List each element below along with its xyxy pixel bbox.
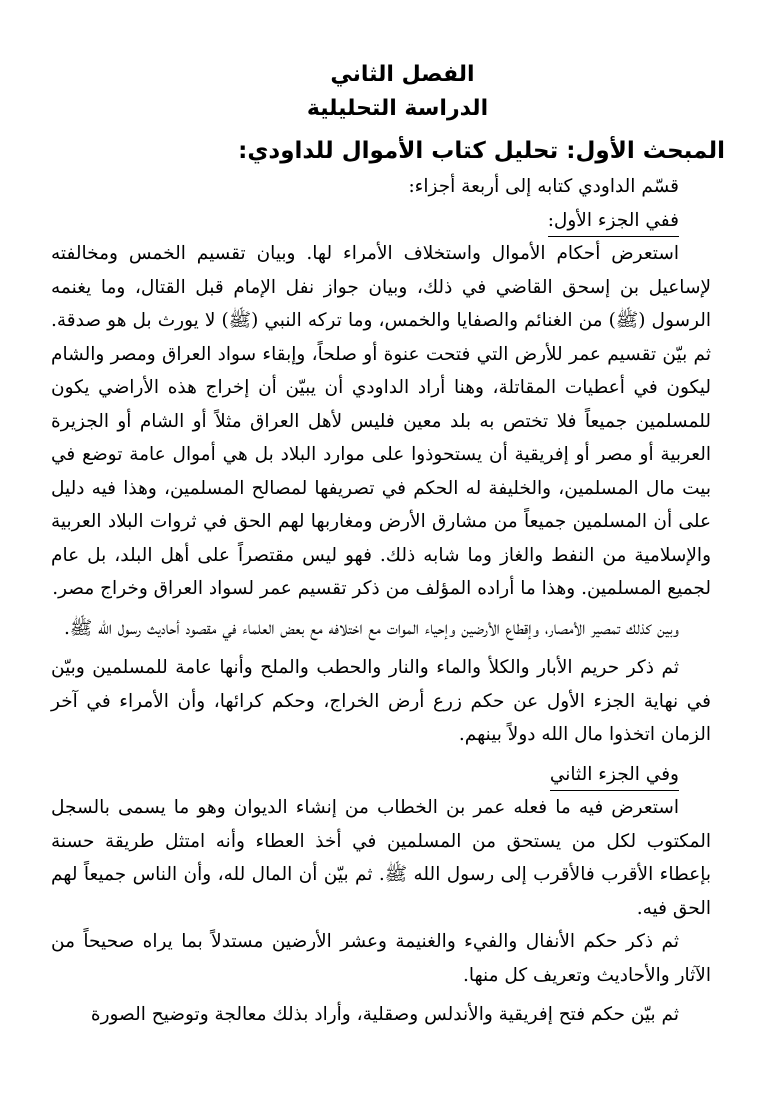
section-heading: المبحث الأول: تحليل كتاب الأموال للداودي: [238, 138, 725, 164]
subheading-part-one: ففي الجزء الأول: [548, 206, 679, 237]
paragraph-amsar: وبين كذلك تمصير الأمصار، وإقطاع الأرضين وإحياء الموات مع اختلافه مع بعض العلماء في مقصود أحاديث رسول الله ﷺ. [63, 617, 679, 639]
paragraph-diwan: استعرض فيه ما فعله عمر بن الخطاب من إنشاء الديوان وهو ما يسمى بالسجل المكتوب لكل من يستحق من المسلمين في أخذ العطاء وأنه امتثل طريقة حسنة بإعطاء الأقرب فالأقرب إلى رسول الله ﷺ. ثم بيّن أن المال لله، وأن الناس جميعاً لهم الحق فيه. [51, 797, 711, 919]
study-title: الدراسة التحليلية [306, 96, 489, 121]
paragraph-harim: ثم ذكر حريم الأبار والكلأ والماء والنار والحطب والملح وأنها عامة للمسلمين وبيّن في نهاية الجزء الأول عن حكم زرع أرض الخراج، وحكم كرائها، وأن الأمراء في آخر الزمان اتخذوا مال الله دولاً بينهم. [51, 657, 711, 745]
title-block [0, 58, 765, 126]
subheading-part-two: وفي الجزء الثاني [550, 760, 679, 791]
chapter-title: الفصل الثاني [330, 62, 475, 87]
paragraph-anfal: ثم ذكر حكم الأنفال والفيء والغنيمة وعشر الأرضين مستدلاً بما يراه صحيحاً من الآثار والأحاديث وتعريف كل منها. [51, 931, 711, 986]
paragraph-conquest: ثم بيّن حكم فتح إفريقية والأندلس وصقلية، وأراد بذلك معالجة وتوضيح الصورة [90, 1004, 679, 1025]
paragraph-part-one: استعرض أحكام الأموال واستخلاف الأمراء لها. وبيان تقسيم الخمس ومخالفته لإساعيل بن إسحق القاضي في ذلك، وبيان جواز نفل الإمام قبل القتال، وما يغنمه الرسول (ﷺ) من الغنائم والصفايا والخمس، وما تركه النبي (ﷺ) لا يورث بل هو صدقة. ثم بيّن تقسيم عمر للأرض التي فتحت عنوة أو صلحاً، وإبقاء سواد العراق ومصر والشام ليكون في أعطيات المقاتلة، وهنا أراد الداودي أن يبيّن أن إخراج هذه الأراضي يكون للمسلمين جميعاً فلا تختص به بلد معين فليس لأهل العراق مثلاً أو الشام أو الجزيرة العربية أو مصر أو إفريقية أن يستحوذوا على موارد البلاد بل هي أموال عامة توضع في بيت مال المسلمين، والخليفة له الحكم في تصريفها لمصالح المسلمين، وهذا فيه دليل على أن المسلمين جميعاً من مشارق الأرض ومغاربها لهم الحق في ثروات البلاد العربية والإسلامية من النفط والغاز وما شابه ذلك. فهو ليس مقتصراً على أهل البلد، بل عام لجميع المسلمين. وهذا ما أراده المؤلف من ذكر تقسيم عمر لسواد العراق وخراج مصر. [51, 243, 711, 599]
document-body [51, 132, 725, 1032]
intro-paragraph: قسّم الداودي كتابه إلى أربعة أجزاء: [408, 176, 679, 197]
